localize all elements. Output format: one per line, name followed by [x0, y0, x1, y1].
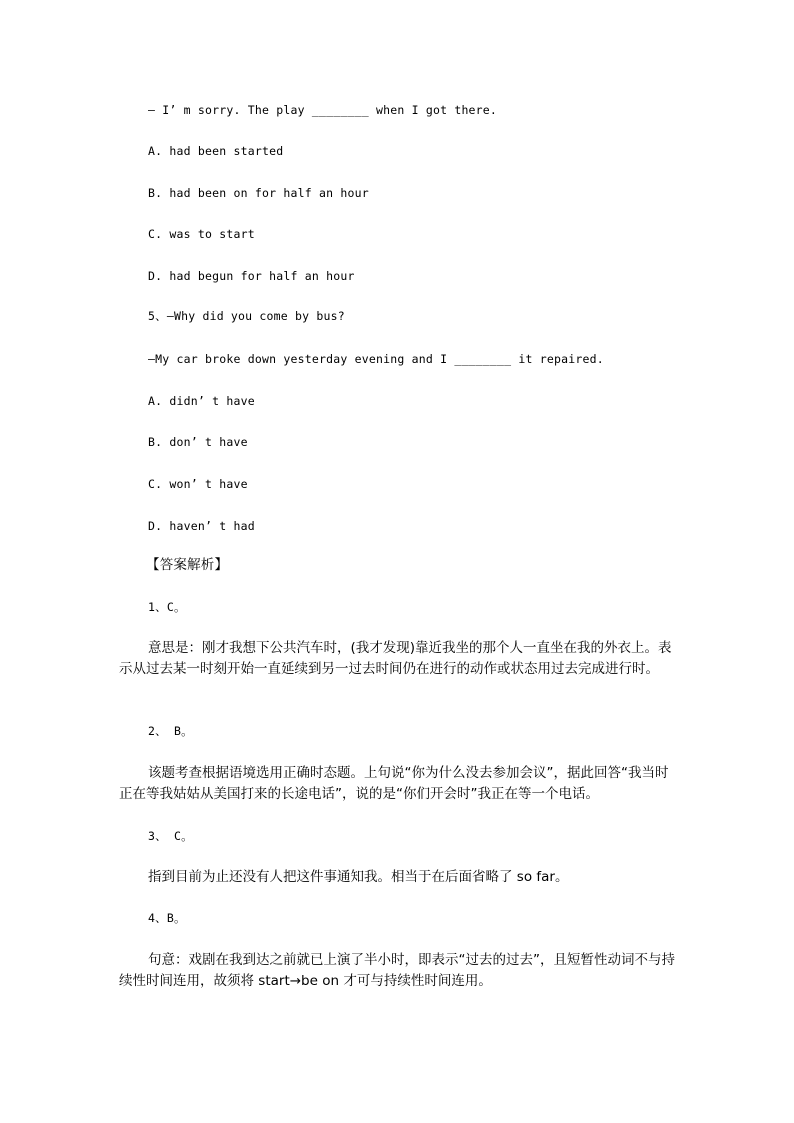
- question4-response: — I’ m sorry. The play ________ when I got there.: [148, 103, 498, 117]
- question5-option-b: B. don’ t have: [148, 435, 248, 449]
- question4-option-c: C. was to start: [148, 227, 255, 241]
- answer-4-explanation: 句意：戏剧在我到达之前就已上演了半小时，即表示“过去的过去”，且短暂性动词不与持续性时间连用，故须将 start→be on 才可与持续性时间连用。: [119, 952, 675, 989]
- question4-option-a: A. had been started: [148, 144, 284, 158]
- answer-4-label: 4、B。: [148, 911, 186, 925]
- question5-prompt: 5、—Why did you come by bus?: [148, 309, 345, 323]
- question5-option-a: A. didn’ t have: [148, 394, 255, 408]
- question4-option-b: B. had been on for half an hour: [148, 186, 369, 200]
- answer-3-label: 3、 C。: [148, 829, 193, 843]
- question5-option-d: D. haven’ t had: [148, 519, 255, 533]
- answers-heading: 【答案解析】: [146, 557, 229, 573]
- answer-2-explanation: 该题考查根据语境选用正确时态题。上句说“你为什么没去参加会议”，据此回答“我当时正在等我姑姑从美国打来的长途电话”，说的是“你们开会时”我正在等一个电话。: [119, 765, 669, 802]
- question4-option-d: D. had begun for half an hour: [148, 269, 355, 283]
- answer-3-explanation: 指到目前为止还没有人把这件事通知我。相当于在后面省略了 so far。: [148, 869, 569, 885]
- answer-2-label: 2、 B。: [148, 724, 193, 738]
- question5-response: —My car broke down yesterday evening and I ________ it repaired.: [148, 352, 604, 366]
- question5-option-c: C. won’ t have: [148, 477, 248, 491]
- answer-1-explanation: 意思是：刚才我想下公共汽车时，(我才发现)靠近我坐的那个人一直坐在我的外衣上。表示从过去某一时刻开始一直延续到另一过去时间仍在进行的动作或状态用过去完成进行时。: [119, 640, 672, 677]
- answer-1-label: 1、C。: [148, 600, 186, 614]
